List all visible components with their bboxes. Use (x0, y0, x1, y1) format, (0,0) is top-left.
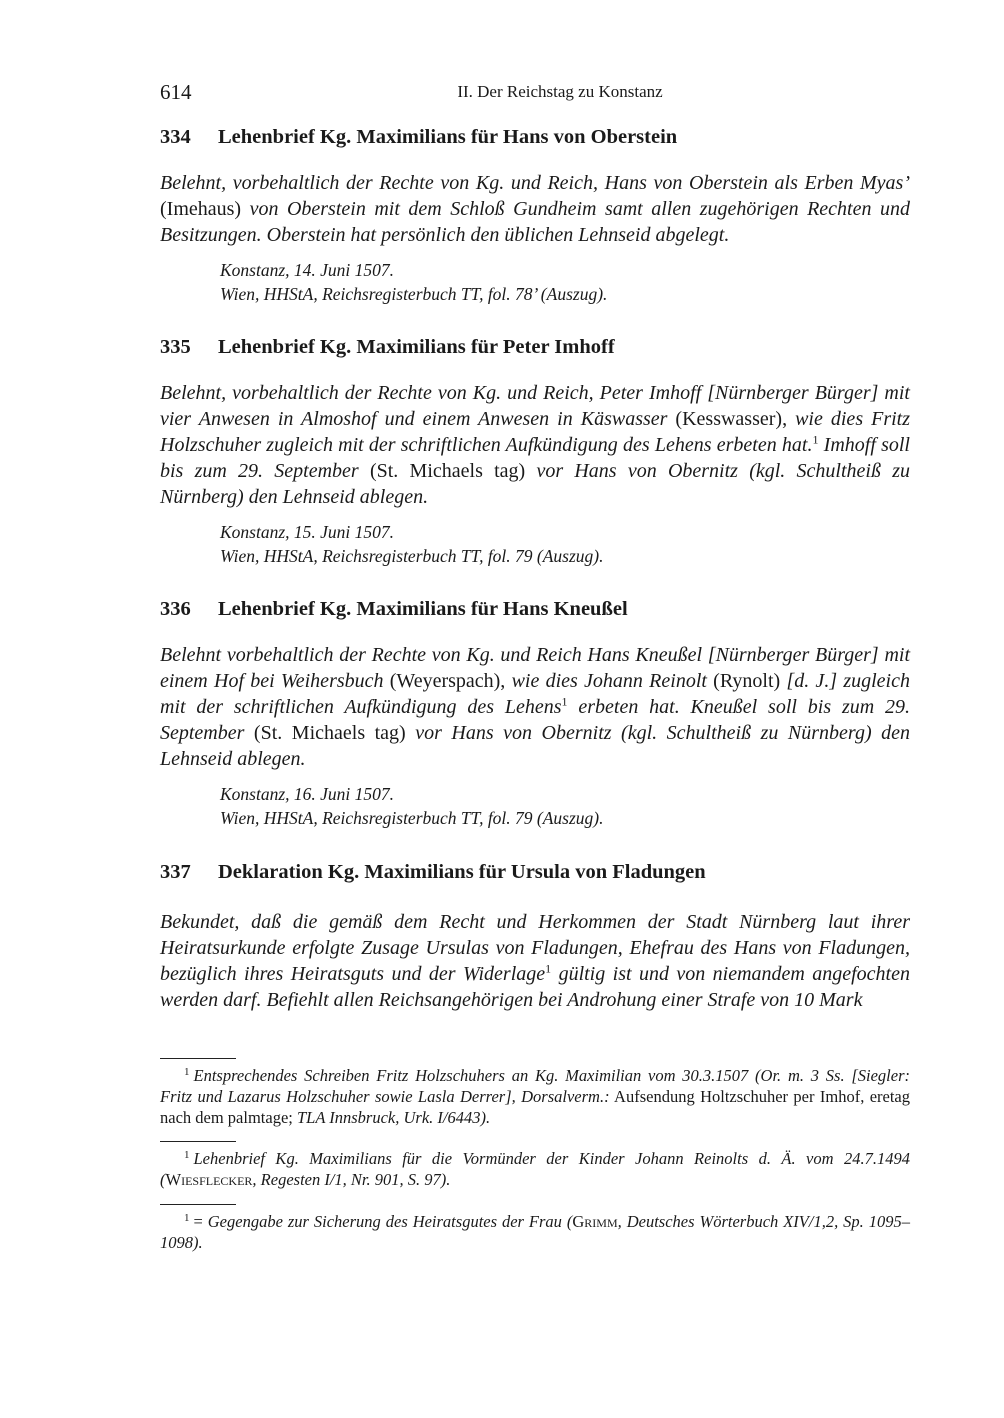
entry-regest (160, 170, 910, 248)
entry-number: 334 (160, 126, 191, 148)
footnote-block (160, 1058, 910, 1128)
regest-text: Bekundet, daß die gemäß dem Recht und Herkommen der Stadt Nürnberg laut ihrer Heiratsurkunde erfolgte Zusage Ursulas von Fladungen, Ehefrau des Hans von Fladungen, bezüglich ihres Heiratsguts und der Widerlage (160, 911, 910, 985)
footnote-reference[interactable]: 1 (545, 961, 552, 976)
entry-number: 337 (160, 861, 191, 883)
running-title: II. Der Reichstag zu Konstanz (457, 82, 663, 101)
entry-regest (160, 380, 910, 510)
entry-heading (160, 596, 910, 622)
footnote-text: , Deutsches Wörterbuch XIV/1,2, Sp. 1095–1098). (160, 1212, 910, 1252)
footnote-marker: 1 (184, 1148, 190, 1161)
regest-original-spelling: (St. Michaels tag) (244, 722, 416, 744)
footnote-block (160, 1141, 910, 1190)
author-name: Wiesflecker (165, 1170, 253, 1189)
regest-text: Belehnt, vorbehaltlich der Rechte von Kg. und Reich, Peter Imhoff [Nürnberger Bürger] mit vier Anwesen in Almoshof und einem Anwesen in Käswasser (160, 382, 910, 430)
author-name: Grimm (572, 1212, 618, 1231)
footnote-text: Entsprechendes Schreiben Fritz Holzschuhers an Kg. Maximilian vom 30.3.1507 (Or. m. 3 Ss. [Siegler: Fritz und Lazarus Holzschuher sowie Lasla Derrer], Dorsalverm.: (160, 1066, 910, 1106)
footnote-marker: 1 (184, 1211, 190, 1224)
regest-original-spelling: (Rynolt) (706, 670, 787, 692)
entry-337 (160, 859, 910, 1013)
footnote (160, 1211, 910, 1253)
regest-text: erbeten hat. Kneußel soll bis zum 29. September (160, 696, 910, 744)
footnote-rule (160, 1141, 236, 1142)
footnote (160, 1065, 910, 1128)
entry-335 (160, 334, 910, 568)
entry-title: Lehenbrief Kg. Maximilians für Hans Kneußel (218, 598, 628, 620)
footnote-block (160, 1204, 910, 1253)
regest-text: vor Hans von Obernitz (kgl. Schultheiß zu Nürnberg) den Lehnseid ablegen. (160, 722, 910, 770)
footnote-text: TLA Innsbruck, Urk. I/6443). (297, 1108, 491, 1127)
entry-meta (220, 520, 910, 568)
regest-text: vor Hans von Obernitz (kgl. Schultheiß zu Nürnberg) den Lehnseid ablegen. (160, 460, 910, 508)
entry-334 (160, 124, 910, 306)
regest-text: Belehnt vorbehaltlich der Rechte von Kg. und Reich Hans Kneußel [Nürnberger Bürger] mit einem Hof bei Weihersbuch (160, 644, 910, 692)
footnote-text: Gegengabe zur Sicherung des Heiratsgutes der Frau ( (207, 1212, 573, 1231)
regest-text: Imhoff soll bis zum 29. September (160, 434, 910, 482)
entry-heading (160, 859, 910, 885)
entry-number: 335 (160, 336, 191, 358)
footnote-reference[interactable]: 1 (561, 694, 568, 709)
page-number: 614 (160, 80, 192, 104)
regest-text: wie dies Fritz Holzschuher zugleich mit der schriftlichen Aufkündigung des Lehens erbeten hat. (160, 408, 911, 456)
entry-number: 336 (160, 598, 191, 620)
entry-title: Lehenbrief Kg. Maximilians für Hans von Oberstein (218, 126, 678, 148)
place-date: Konstanz, 15. Juni 1507. (220, 522, 395, 542)
regest-original-spelling: (Imehaus) (160, 198, 250, 220)
regest-text: gültig ist und von niemandem angefochten werden darf. Befiehlt allen Reichsangehörigen bei Androhung einer Strafe von 10 Mark (160, 963, 910, 1011)
regest-original-spelling: (St. Michaels tag) (358, 460, 537, 482)
archival-source: Wien, HHStA, Reichsregisterbuch TT, fol. 78’ (Auszug). (220, 284, 608, 304)
archival-source: Wien, HHStA, Reichsregisterbuch TT, fol. 79 (Auszug). (220, 808, 604, 828)
entry-regest (160, 909, 910, 1013)
entry-meta (220, 782, 910, 830)
footnote-rule (160, 1058, 236, 1059)
entry-336 (160, 596, 910, 830)
footnote-equals: = (193, 1212, 208, 1231)
footnote-text: Lehenbrief Kg. Maximilians für die Vormünder der Kinder Johann Reinolts d. Ä. vom 24.7.1494 ( (160, 1149, 910, 1189)
entry-meta (220, 258, 910, 306)
archival-source: Wien, HHStA, Reichsregisterbuch TT, fol. 79 (Auszug). (220, 546, 604, 566)
regest-text: von Oberstein mit dem Schloß Gundheim samt allen zugehörigen Rechten und Besitzungen. Oberstein hat persönlich den üblichen Lehnseid abgelegt. (160, 198, 910, 246)
entry-regest (160, 642, 910, 772)
entry-heading (160, 124, 910, 150)
entry-title: Deklaration Kg. Maximilians für Ursula von Fladungen (218, 861, 706, 883)
footnote (160, 1148, 910, 1190)
regest-text: Belehnt, vorbehaltlich der Rechte von Kg. und Reich, Hans von Oberstein als Erben Myas’ (160, 172, 910, 194)
regest-original-spelling: (Kesswasser), (667, 408, 796, 430)
entry-heading (160, 334, 910, 360)
regest-text: wie dies Johann Reinolt (511, 670, 707, 692)
running-head (160, 80, 910, 108)
place-date: Konstanz, 14. Juni 1507. (220, 260, 395, 280)
footnote-reference[interactable]: 1 (812, 432, 819, 447)
footnote-rule (160, 1204, 236, 1205)
place-date: Konstanz, 16. Juni 1507. (220, 784, 395, 804)
regest-text: [d. J.] zugleich mit der schriftlichen Aufkündigung des Lehens (160, 670, 910, 718)
footnote-marker: 1 (184, 1065, 190, 1078)
entry-title: Lehenbrief Kg. Maximilians für Peter Imhoff (218, 336, 615, 358)
regest-original-spelling: (Weyerspach), (383, 670, 512, 692)
footnote-quote: Aufsendung Holtzschuher per Imhof, eretag nach dem palmtage; (160, 1087, 911, 1127)
footnote-text: , Regesten I/1, Nr. 901, S. 97). (252, 1170, 451, 1189)
